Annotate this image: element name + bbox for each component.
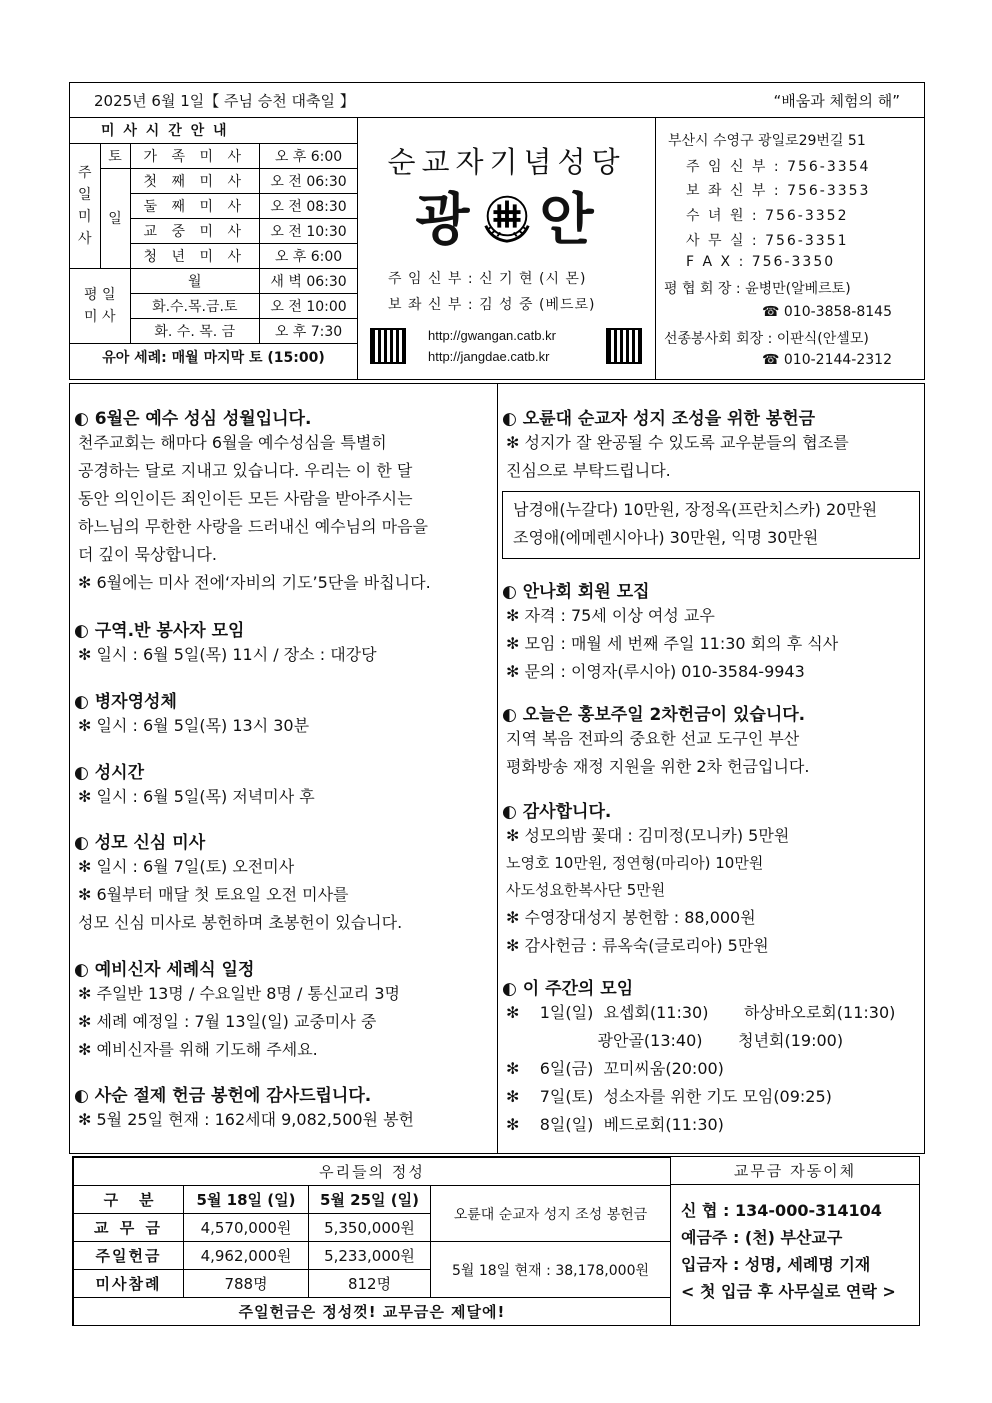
notice-title: ◐ 안나회 회원 모집 — [502, 582, 650, 602]
notice-line: 동안 의인이든 죄인이든 모든 사람을 받아주시는 — [78, 489, 413, 508]
notice-line: ✻ 문의 : 이영자(루시아) 010-3584-9943 — [506, 662, 805, 681]
notice-title: ◐ 오륜대 순교자 성지 조성을 위한 봉헌금 — [502, 409, 816, 429]
mass-time: 새 벽 06:30 — [260, 268, 357, 293]
notice-line: ✻ 세례 예정일 : 7월 13일(일) 교중미사 중 — [78, 1012, 377, 1031]
address: 부산시 수영구 광일로29번길 51 — [668, 133, 866, 149]
notice-title: ◐ 6월은 예수 성심 성월입니다. — [74, 409, 312, 429]
baptism-note: 유아 세례: 매월 마지막 토 (15:00) — [70, 343, 357, 371]
notice-weekly-meetings — [498, 974, 924, 1139]
mass-name: 둘 째 미 사 — [130, 193, 260, 218]
mass-time: 오 전 08:30 — [260, 193, 357, 218]
notice-line: ✻ 수영장대성지 봉헌함 : 88,000원 — [506, 908, 756, 927]
contact-line: 사 무 실 : 756-3351 — [686, 233, 849, 249]
contact-line: 수 녀 원 : 756-3352 — [686, 208, 849, 224]
offering-slogan: 주일헌금은 정성껏! 교무금은 제달에! — [74, 1298, 671, 1326]
notice-line: ✻ 예비신자를 위해 기도해 주세요. — [78, 1040, 318, 1059]
weekday-label: 평 일 미 사 — [70, 268, 130, 343]
notice-shrine-fund — [498, 404, 924, 485]
offering-header: 오륜대 순교자 성지 조성 봉헌금 — [431, 1186, 671, 1242]
offering-header: 5월 18일 (일) — [184, 1186, 309, 1214]
offering-header: 구 분 — [74, 1186, 184, 1214]
qr-code-icon[interactable] — [370, 328, 406, 364]
church-name — [358, 176, 655, 256]
mass-time: 오 후 6:00 — [260, 243, 357, 268]
notice-line: 지역 복음 전파의 중요한 선교 도구인 부산 — [506, 729, 800, 748]
donor-line: 남경애(누갈다) 10만원, 장정옥(프란치스카) 20만원 — [513, 500, 878, 519]
notice-line: ✻ 1일(일) 요셉회(11:30) 하상바오로회(11:30) — [506, 1003, 896, 1022]
church-name-left: 광 — [415, 187, 474, 253]
notice-sacred-heart — [70, 404, 497, 597]
notice-title: ◐ 사순 절제 헌금 봉헌에 감사드립니다. — [74, 1086, 372, 1106]
header — [69, 118, 925, 380]
offering-label: 교 무 금 — [74, 1214, 184, 1242]
notice-lent-offering — [70, 1081, 497, 1134]
assistant-priest: 보 좌 신 부 : 김 성 중 (베드로) — [388, 297, 596, 313]
donor-box — [502, 491, 920, 559]
url-jangdae[interactable]: http://jangdae.catb.kr — [428, 349, 550, 364]
service-president: 선종봉사회 회장 : 이판식(안셀모) — [664, 331, 869, 347]
service-phone: ☎ 010-2144-2312 — [762, 352, 892, 368]
mass-name: 청 년 미 사 — [130, 243, 260, 268]
mass-name: 첫 째 미 사 — [130, 168, 260, 193]
notice-anna-society — [498, 577, 924, 686]
qr-code-icon[interactable] — [606, 328, 642, 364]
church-subtitle: 순교자기념성당 — [387, 145, 626, 179]
sat-label: 토 — [100, 143, 130, 168]
notice-title: ◐ 이 주간의 모임 — [502, 979, 634, 999]
bank-title: 교무금 자동이체 — [671, 1157, 919, 1185]
notice-title: ◐ 오늘은 홍보주일 2차헌금이 있습니다. — [502, 705, 806, 725]
notice-line: ✻ 성지가 잘 완공될 수 있도록 교우분들의 협조를 — [506, 433, 849, 452]
bank-line: 예금주 : (천) 부산교구 — [681, 1228, 843, 1247]
offering-value: 4,570,000원 — [184, 1214, 309, 1242]
notice-line: ✻ 6일(금) 꼬미씨움(20:00) — [506, 1059, 724, 1078]
church-name-right: 안 — [539, 187, 598, 253]
offering-section — [72, 1156, 920, 1326]
offering-value: 4,962,000원 — [184, 1242, 309, 1270]
top-bar — [69, 82, 925, 118]
notice-line: ✻ 6월부터 매달 첫 토요일 오전 미사를 — [78, 885, 349, 904]
contact-info — [656, 118, 924, 379]
notices — [69, 383, 925, 1154]
offering-label: 미사참례 — [74, 1270, 184, 1298]
shrine-fund-total: 5월 18일 현재 : 38,178,000원 — [431, 1242, 671, 1298]
notice-line: 평화방송 재정 지원을 위한 2차 헌금입니다. — [506, 757, 810, 776]
sun-label: 일 — [100, 168, 130, 268]
notice-title: ◐ 성시간 — [74, 763, 145, 783]
mass-name: 가 족 미 사 — [130, 143, 260, 168]
notice-line: ✻ 일시 : 6월 5일(목) 13시 30분 — [78, 716, 310, 735]
offering-value: 5,350,000원 — [309, 1214, 431, 1242]
notice-second-collection — [498, 700, 924, 781]
notice-line: 천주교회는 해마다 6월을 예수성심을 특별히 — [78, 433, 387, 452]
notice-line: 광안골(13:40) 청년회(19:00) — [506, 1031, 844, 1050]
mass-time: 오 전 10:00 — [260, 293, 357, 318]
mass-time: 오 전 10:30 — [260, 218, 357, 243]
council-president: 평 협 회 장 : 윤병만(알베르토) — [664, 281, 851, 297]
bank-line: 신 협 : 134-000-314104 — [681, 1201, 882, 1220]
notice-title: ◐ 병자영성체 — [74, 692, 177, 712]
mass-time: 오 후 6:00 — [260, 143, 357, 168]
notice-line: ✻ 일시 : 6월 7일(토) 오전미사 — [78, 857, 295, 876]
notice-line: 하느님의 무한한 사랑을 드러내신 예수님의 마음을 — [78, 517, 429, 536]
notice-sick-communion — [70, 687, 497, 740]
notice-line: ✻ 주일반 13명 / 수요일반 8명 / 통신교리 3명 — [78, 984, 400, 1003]
mass-name: 화. 수. 목. 금 — [130, 318, 260, 343]
mass-schedule — [70, 118, 358, 379]
notice-line: ✻ 일시 : 6월 5일(목) 11시 / 장소 : 대강당 — [78, 645, 377, 664]
bank-line: < 첫 입금 후 사무실로 연락 > — [681, 1282, 896, 1301]
mass-name: 교 중 미 사 — [130, 218, 260, 243]
notice-title: ◐ 예비신자 세례식 일정 — [74, 960, 255, 980]
offering-value: 812명 — [309, 1270, 431, 1298]
notice-line: 성모 신심 미사로 봉헌하며 초봉헌이 있습니다. — [78, 913, 403, 932]
notice-title: ◐ 감사합니다. — [502, 802, 612, 822]
contact-line: F A X : 756-3350 — [686, 254, 836, 270]
mass-name: 화.수.목.금.토 — [130, 293, 260, 318]
offering-value: 788명 — [184, 1270, 309, 1298]
date-title: 2025년 6월 1일【 주님 승천 대축일 】 — [94, 91, 355, 110]
notice-volunteers — [70, 616, 497, 669]
pastor: 주 임 신 부 : 신 기 현 (시 몬) — [388, 271, 587, 287]
mass-title: 미 사 시 간 안 내 — [70, 118, 260, 143]
notice-line: 공경하는 달로 지내고 있습니다. 우리는 이 한 달 — [78, 461, 413, 480]
notice-line: ✻ 6월에는 미사 전에‘자비의 기도’5단을 바칩니다. — [78, 573, 431, 592]
left-column — [70, 384, 498, 1153]
notice-title: ◐ 성모 신심 미사 — [74, 833, 206, 853]
sunday-label: 주 일 미 사 — [70, 143, 100, 268]
notice-thanks — [498, 797, 924, 960]
church-title — [358, 118, 656, 379]
notice-line: ✻ 성모의밤 꽃대 : 김미정(모니카) 5만원 — [506, 826, 790, 845]
notice-line: ✻ 모임 : 매월 세 번째 주일 11:30 회의 후 식사 — [506, 634, 839, 653]
notice-line: ✻ 7일(토) 성소자를 위한 기도 모임(09:25) — [506, 1087, 832, 1106]
url-gwangan[interactable]: http://gwangan.catb.kr — [428, 328, 556, 343]
notice-marian-mass — [70, 828, 497, 937]
notice-line: ✻ 5월 25일 현재 : 162세대 9,082,500원 봉헌 — [78, 1110, 415, 1129]
bank-line: 입금자 : 성명, 세례명 기재 — [681, 1255, 871, 1274]
motto: “배움과 체험의 해” — [773, 91, 900, 110]
notice-line: ✻ 8일(일) 베드로회(11:30) — [506, 1115, 724, 1134]
offering-value: 5,233,000원 — [309, 1242, 431, 1270]
donor-line: 조영애(에메렌시아나) 30만원, 익명 30만원 — [513, 528, 819, 547]
notice-line: ✻ 일시 : 6월 5일(목) 저녁미사 후 — [78, 787, 315, 806]
offering-label: 주일헌금 — [74, 1242, 184, 1270]
mass-time: 오 후 7:30 — [260, 318, 357, 343]
offering-header: 5월 25일 (일) — [309, 1186, 431, 1214]
mass-name: 월 — [130, 268, 260, 293]
notice-baptism-schedule — [70, 955, 497, 1064]
bank-transfer — [671, 1157, 919, 1325]
contact-line: 보 좌 신 부 : 756-3353 — [686, 183, 871, 199]
notice-title: ◐ 구역.반 봉사자 모임 — [74, 621, 245, 641]
notice-line: 노영호 10만원, 정연형(마리아) 10만원 — [506, 854, 764, 872]
notice-line: ✻ 감사헌금 : 류옥숙(글로리아) 5만원 — [506, 936, 769, 955]
notice-line: ✻ 자격 : 75세 이상 여성 교우 — [506, 606, 715, 625]
mass-time: 오 전 06:30 — [260, 168, 357, 193]
notice-line: 더 깊이 묵상합니다. — [78, 545, 217, 564]
contact-line: 주 임 신 부 : 756-3354 — [686, 159, 871, 175]
notice-line: 진심으로 부탁드립니다. — [506, 461, 671, 480]
offering-title: 우리들의 정성 — [74, 1158, 671, 1186]
notice-line: 사도성요한복사단 5만원 — [506, 881, 666, 899]
diocese-emblem-icon — [478, 187, 536, 245]
notice-holy-hour — [70, 758, 497, 811]
council-phone: ☎ 010-3858-8145 — [762, 304, 892, 320]
